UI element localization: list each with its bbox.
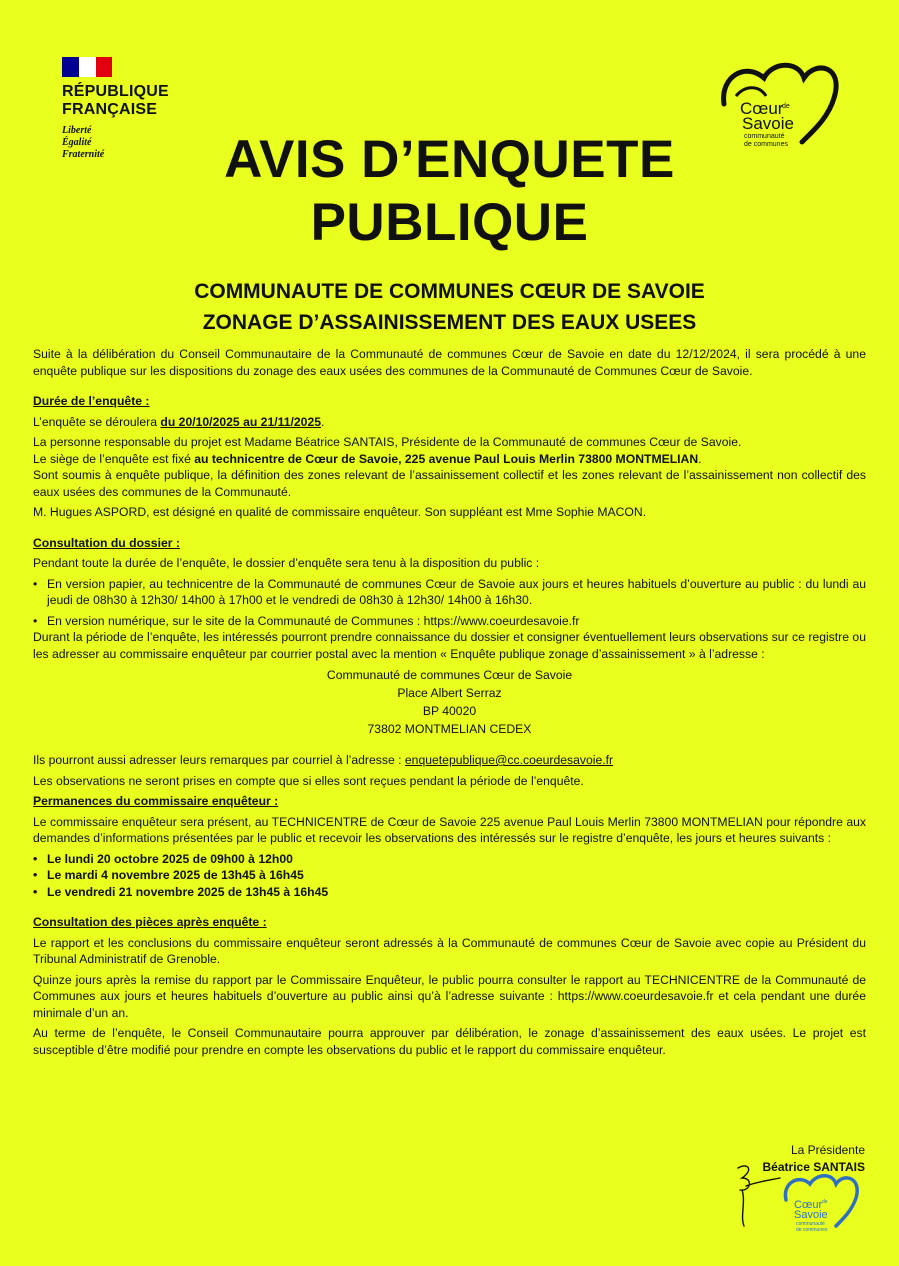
section-heading-duree: Durée de l’enquête : [33, 394, 150, 408]
svg-text:de: de [822, 1199, 828, 1205]
duree-soumis: Sont soumis à enquête publique, la définition des zones relevant de l’assainissement collectif et les zones relevant de l’assainissement non collectif des eaux usées des communes de la Communauté. [33, 468, 866, 499]
handwritten-signature [732, 1160, 782, 1230]
duree-dates: L’enquête se déroulera du 20/10/2025 au 21/11/2025. [33, 414, 325, 429]
section-heading-permanences: Permanences du commissaire enquêteur : [33, 794, 279, 808]
signatory-role: La Présidente [790, 1143, 865, 1157]
page-title: AVIS D’ENQUETE PUBLIQUE [224, 130, 675, 252]
observations-line: Les observations ne seront prises en compte que si elles sont reçues pendant la période de l’enquête. [33, 773, 584, 788]
list-item: • Le mardi 4 novembre 2025 de 13h45 à 16h45 [33, 868, 304, 882]
email-link[interactable]: enquetepublique@cc.coeurdesavoie.fr [404, 753, 614, 767]
svg-text:Savoie: Savoie [794, 1209, 828, 1221]
list-item: • En version numérique, sur le site de la Communauté de Communes : https://www.coeurdesavoie.fr [33, 613, 580, 628]
section-heading-consultation: Consultation du dossier : [33, 535, 180, 550]
list-item: • Le lundi 20 octobre 2025 de 09h00 à 12h00 [33, 851, 293, 866]
apres-p3: Au terme de l’enquête, le Conseil Communautaire pourra approuver par délibération, le zonage d’assainissement des eaux usées. Le projet est susceptible d’être modifié pour prendre en compte les observations du public et le rapport du commissaire enquêteur. [33, 1026, 866, 1057]
intro-paragraph: Suite à la délibération du Conseil Communautaire de la Communauté de communes Cœur de Savoie en date du 12/12/2024, il sera procédé à une enquête publique sur les dispositions du zonage des eaux usées des communes de la Communauté de Communes Cœur de Savoie. [33, 347, 866, 378]
republic-motto: Liberté Égalité Fraternité [62, 125, 105, 160]
consultation-intro: Pendant toute la durée de l’enquête, le dossier d’enquête sera tenu à la disposition du public : [33, 556, 540, 570]
svg-text:de communes: de communes [744, 141, 788, 148]
duree-commissaire: M. Hugues ASPORD, est désigné en qualité de commissaire enquêteur. Son suppléant est Mme Sophie MACON. [33, 505, 647, 519]
svg-text:communauté: communauté [796, 1221, 825, 1227]
svg-text:de: de [782, 103, 790, 110]
svg-text:communauté: communauté [744, 133, 785, 140]
list-item: • En version papier, au technicentre de la Communauté de communes Cœur de Savoie aux jours et heures habituels d’ouverture au public : du lundi au jeudi de 08h30 à 12h30/ 14h00 à 17h00 et le vendredi de 08h30 à 12h30/ 14h00 à 16h30. [33, 576, 866, 607]
page-subtitle: COMMUNAUTE DE COMMUNES CŒUR DE SAVOIE ZONAGE D’ASSAINISSEMENT DES EAUX USEES [194, 280, 705, 334]
svg-text:Cœur: Cœur [794, 1199, 823, 1211]
list-item: • Le vendredi 21 novembre 2025 de 13h45 à 16h45 [33, 884, 329, 899]
notice-body [33, 346, 866, 1058]
french-flag-icon [62, 57, 112, 77]
duree-siege: Le siège de l’enquête est fixé au technicentre de Cœur de Savoie, 225 avenue Paul Louis Merlin 73800 MONTMELIAN. [33, 451, 702, 466]
email-line: Ils pourront aussi adresser leurs remarques par courriel à l’adresse : enquetepublique@cc.coeurdesavoie.fr [33, 753, 614, 767]
postal-address: Communauté de communes Cœur de Savoie Place Albert Serraz BP 40020 73802 MONTMELIAN CEDEX [326, 668, 573, 736]
republique-francaise-name: RÉPUBLIQUE FRANÇAISE [62, 83, 169, 118]
duree-responsable: La personne responsable du projet est Madame Béatrice SANTAIS, Présidente de la Communauté de communes Cœur de Savoie. [33, 435, 742, 449]
svg-text:de communes: de communes [796, 1227, 828, 1233]
consultation-durant: Durant la période de l’enquête, les intéressés pourront prendre connaissance du dossier et consigner éventuellement leurs observations sur ce registre ou les adresser au commissaire enquêteur par courrier postal avec la mention « Enquête publique zonage d’assainissement » à l’adresse : [33, 630, 866, 661]
signatory-name: Béatrice SANTAIS [762, 1160, 865, 1174]
apres-p2: Quinze jours après la remise du rapport par le Commissaire Enquêteur, le public pourra consulter le rapport au TECHNICENTRE de la Communauté de Communes aux jours et heures habituels d’ouverture au public ainsi qu’à l’adresse suivante : https://www.coeurdesavoie.fr et cela pendant une durée minimale d’un an. [33, 972, 866, 1020]
section-heading-apres: Consultation des pièces après enquête : [33, 915, 267, 929]
coeur-de-savoie-stamp-logo [780, 1170, 862, 1236]
apres-p1: Le rapport et les conclusions du commissaire enquêteur seront adressés à la Communauté de communes Cœur de Savoie avec copie au Président du Tribunal Administratif de Grenoble. [33, 935, 866, 966]
svg-text:Savoie: Savoie [742, 114, 794, 133]
svg-text:Cœur: Cœur [740, 99, 784, 118]
permanences-intro: Le commissaire enquêteur sera présent, au TECHNICENTRE de Cœur de Savoie 225 avenue Paul Louis Merlin 73800 MONTMELIAN pour répondre aux demandes d’informations présentées par le public et recevoir les observations des intéressés sur le registre d’enquête, les jours et heures suivants : [33, 814, 866, 845]
